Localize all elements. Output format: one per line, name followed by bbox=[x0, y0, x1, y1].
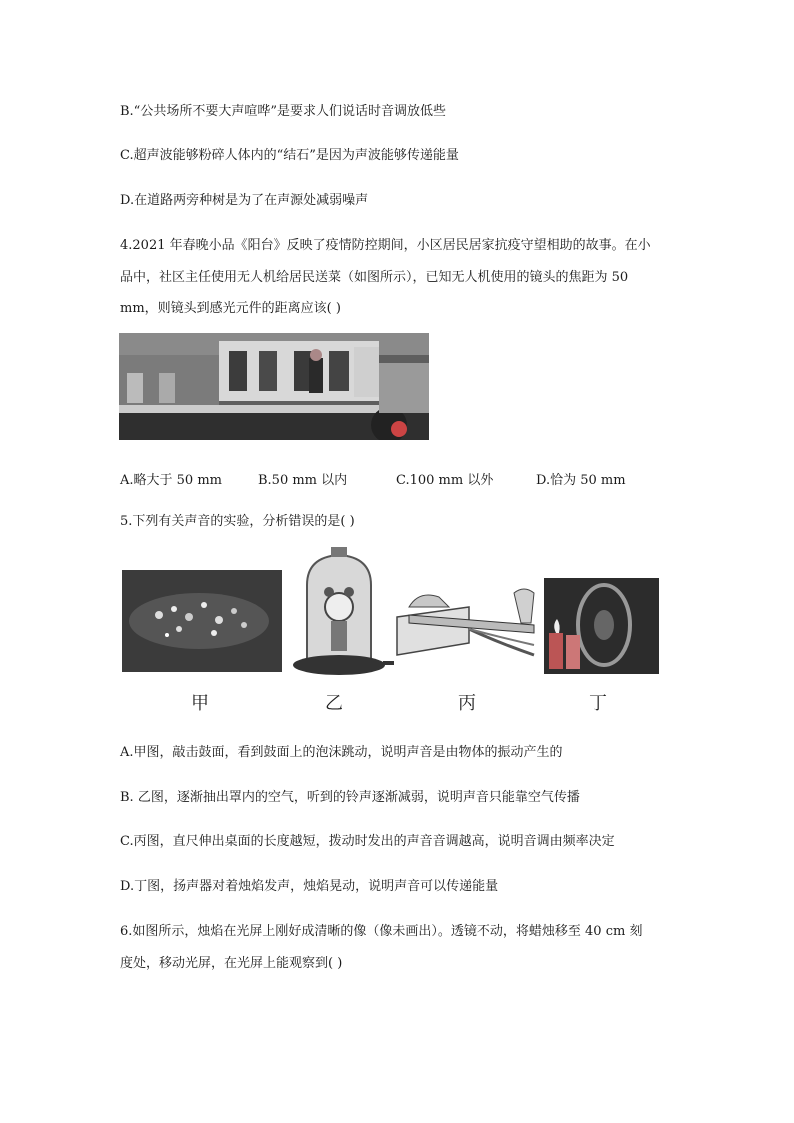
speaker-candle-photo bbox=[544, 578, 659, 674]
balcony-drone-photo bbox=[119, 333, 429, 440]
caption-ding: 丁 bbox=[589, 693, 607, 714]
q5-option-c: C.丙图，直尺伸出桌面的长度越短，拨动时发出的声音音调越高，说明音调由频率决定 bbox=[120, 834, 615, 849]
q4-stem-line-3: mm，则镜头到感光元件的距离应该( ) bbox=[120, 301, 341, 316]
q5-option-a: A.甲图，敲击鼓面，看到鼓面上的泡沫跳动，说明声音是由物体的振动产生的 bbox=[120, 745, 563, 760]
q5-option-b: B. 乙图，逐渐抽出罩内的空气，听到的铃声逐渐减弱，说明声音只能靠空气传播 bbox=[120, 790, 580, 805]
q4-option-a: A.略大于 50 mm bbox=[120, 473, 222, 488]
bell-jar-photo bbox=[289, 545, 395, 675]
q4-option-d: D.恰为 50 mm bbox=[536, 473, 626, 488]
q4-stem-line-1: 4.2021 年春晚小品《阳台》反映了疫情防控期间，小区居民居家抗疫守望相助的故事。在小 bbox=[120, 238, 651, 253]
caption-jia: 甲 bbox=[191, 693, 209, 714]
sound-experiments-figure bbox=[119, 545, 661, 717]
q5-stem: 5.下列有关声音的实验，分析错误的是( ) bbox=[120, 514, 355, 529]
q6-stem-line-1: 6.如图所示，烛焰在光屏上刚好成清晰的像（像未画出）。透镜不动，将蜡烛移至 40 cm 刻 bbox=[120, 924, 643, 939]
q3-option-c: C.超声波能够粉碎人体内的“结石”是因为声波能够传递能量 bbox=[120, 148, 459, 163]
ruler-table-photo bbox=[394, 585, 539, 680]
q5-option-d: D.丁图，扬声器对着烛焰发声，烛焰晃动，说明声音可以传递能量 bbox=[120, 879, 499, 894]
drum-foam-photo bbox=[122, 570, 282, 672]
q3-option-b: B.“公共场所不要大声喧哗”是要求人们说话时音调放低些 bbox=[120, 104, 446, 119]
q4-stem-line-2: 品中，社区主任使用无人机给居民送菜（如图所示），已知无人机使用的镜头的焦距为 50 bbox=[120, 270, 629, 285]
q4-option-b: B.50 mm 以内 bbox=[258, 473, 348, 488]
q3-option-d: D.在道路两旁种树是为了在声源处减弱噪声 bbox=[120, 193, 369, 208]
q4-option-c: C.100 mm 以外 bbox=[396, 473, 494, 488]
caption-bing: 丙 bbox=[458, 693, 476, 714]
q6-stem-line-2: 度处，移动光屏，在光屏上能观察到( ) bbox=[120, 956, 343, 971]
caption-yi: 乙 bbox=[325, 693, 343, 714]
